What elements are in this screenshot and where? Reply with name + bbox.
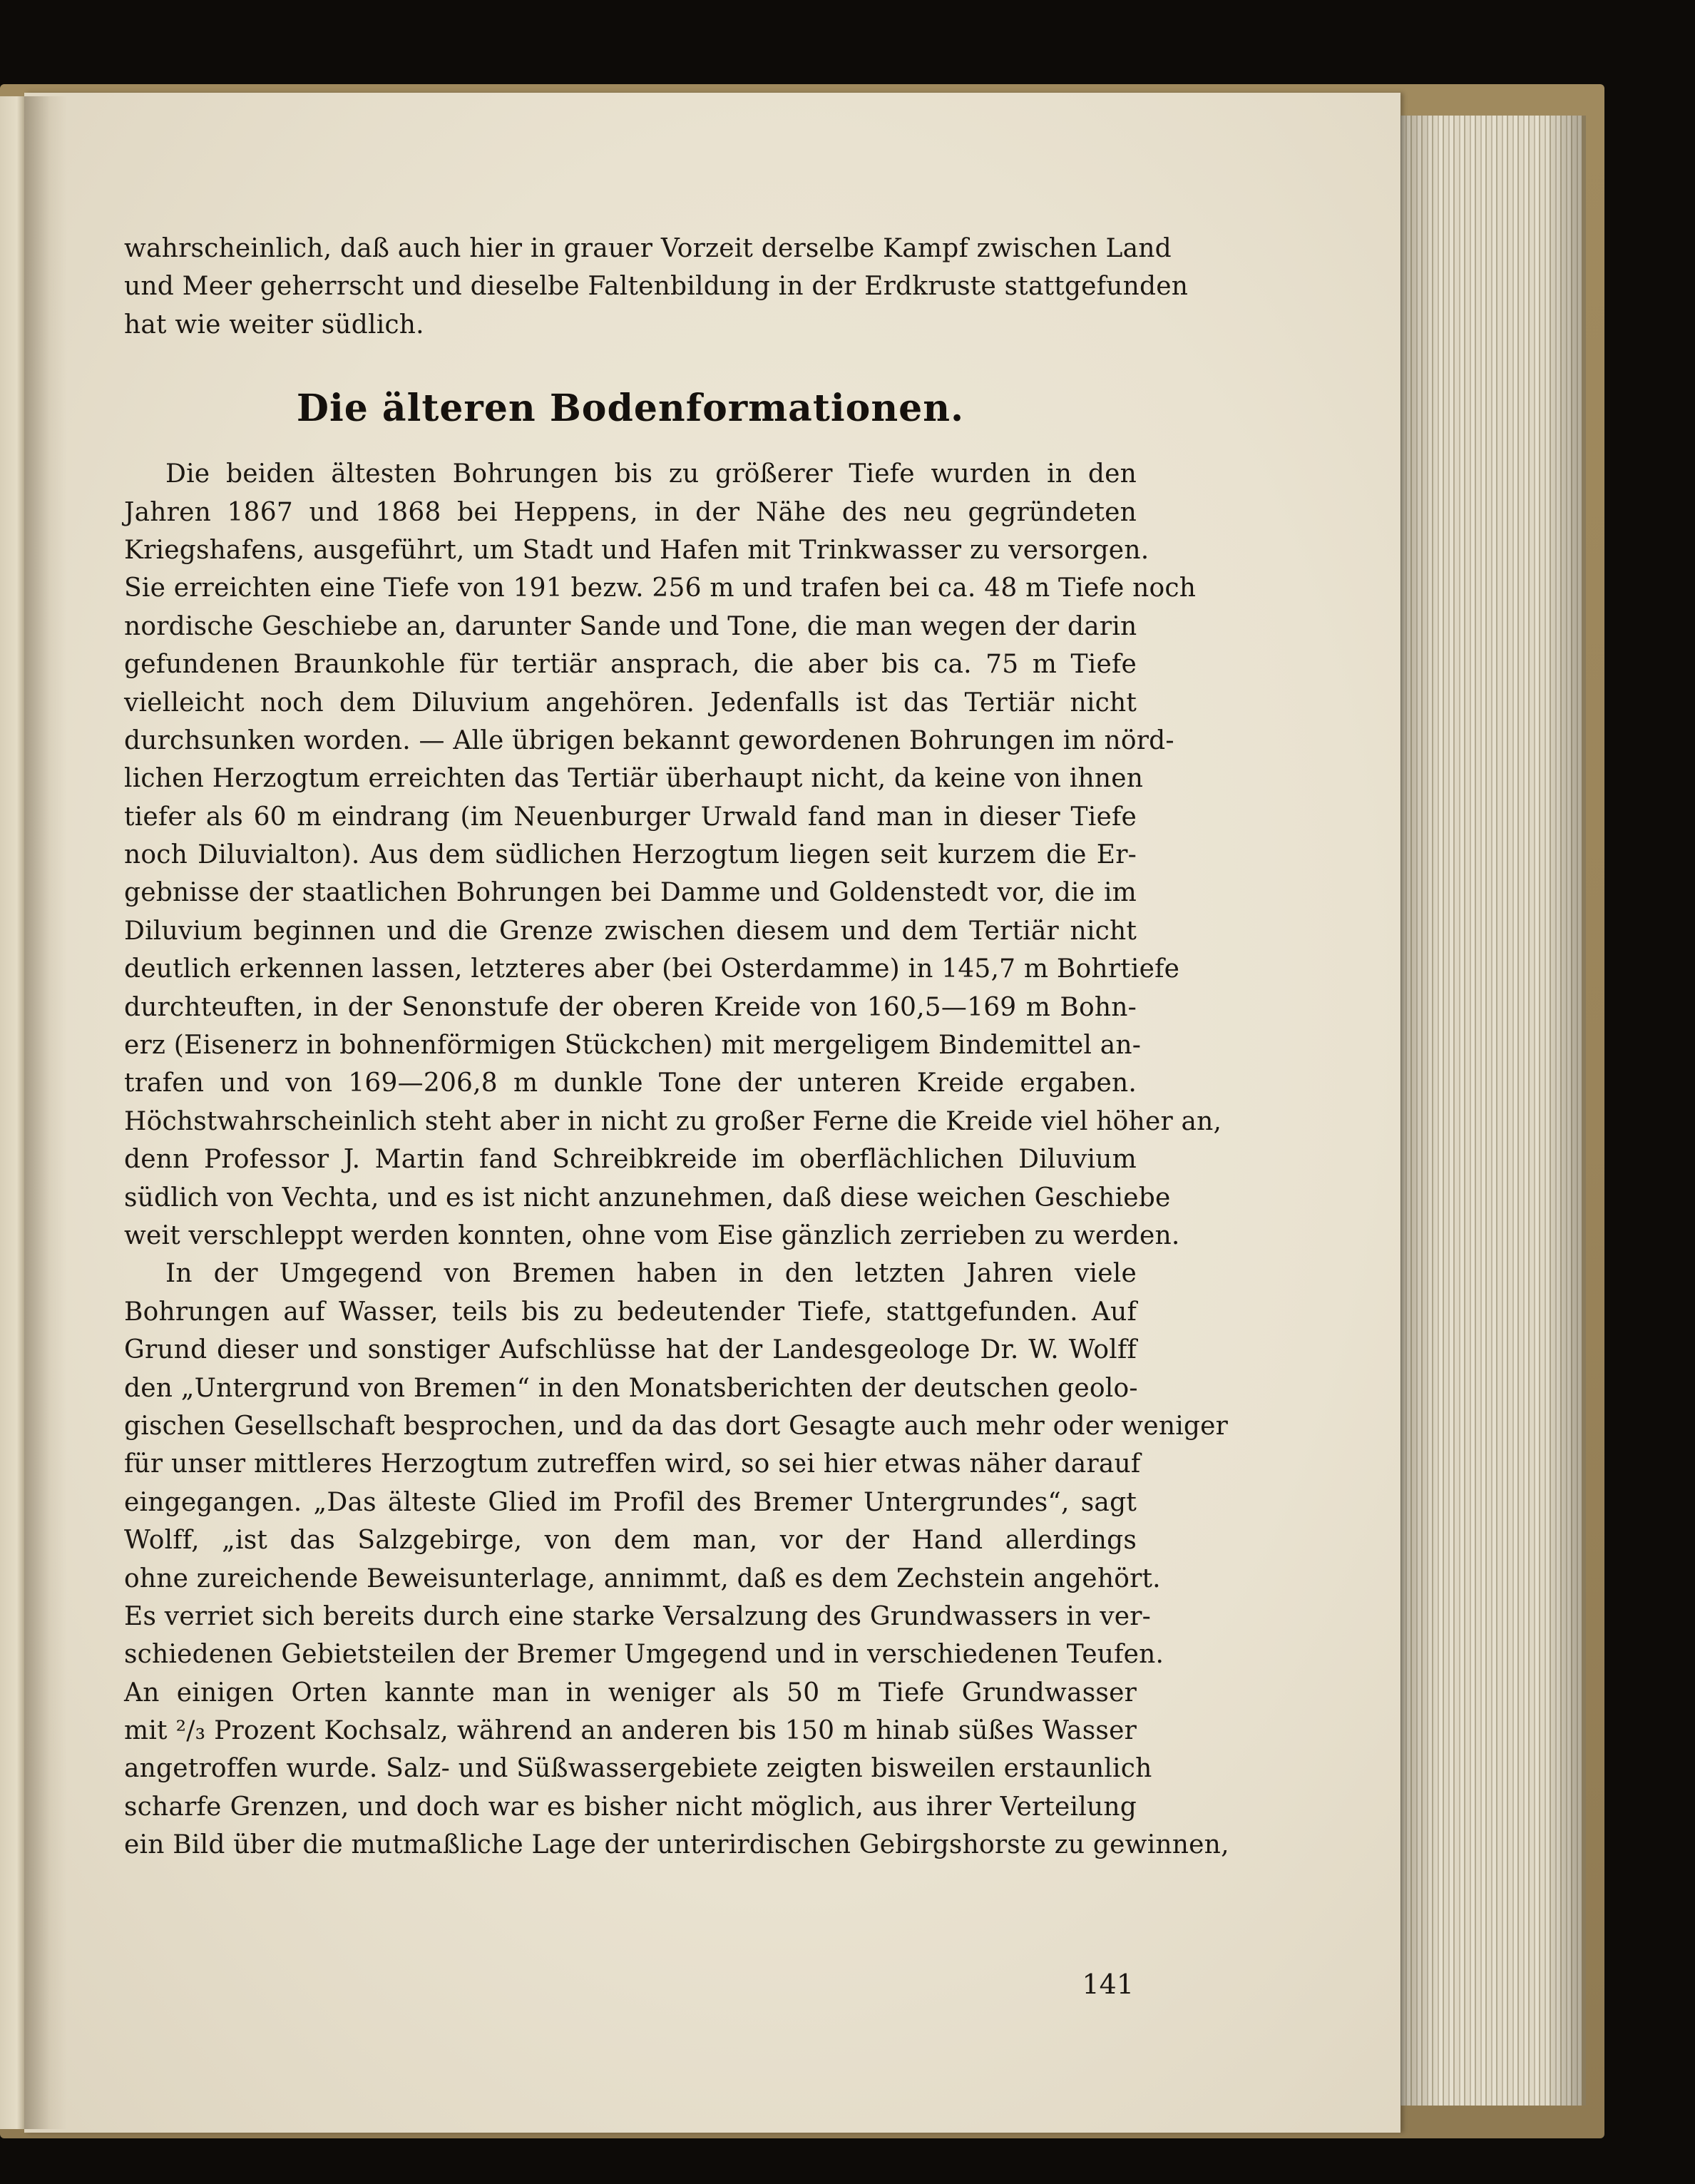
text-line: Höchstwahrscheinlich steht aber in nicht zu großer Ferne die Kreide viel höher an, bbox=[124, 1106, 1222, 1136]
paragraph-2 bbox=[124, 1255, 1229, 1864]
text-line: Es verriet sich bereits durch eine starke Versalzung des Grundwassers in ver- bbox=[124, 1601, 1152, 1631]
text-line: ein Bild über die mutmaßliche Lage der unterirdischen Gebirgshorste zu gewinnen, bbox=[124, 1830, 1229, 1860]
text-line: trafen und von 169—206,8 m dunkle Tone der unteren Kreide ergaben. bbox=[124, 1068, 1137, 1098]
text-line: gebnisse der staatlichen Bohrungen bei Damme und Goldenstedt vor, die im bbox=[124, 878, 1137, 908]
text-line: noch Diluvialton). Aus dem südlichen Herzogtum liegen seit kurzem die Er- bbox=[124, 840, 1137, 870]
text-line: Sie erreichten eine Tiefe von 191 bezw. 256 m und trafen bei ca. 48 m Tiefe noch bbox=[124, 573, 1197, 603]
text-line: tiefer als 60 m eindrang (im Neuenburger Urwald fand man in dieser Tiefe bbox=[124, 802, 1137, 832]
text-line: durchteuften, in der Senonstufe der oberen Kreide von 160,5—169 m Bohn- bbox=[124, 992, 1137, 1022]
page-edges-shade bbox=[1391, 116, 1582, 2106]
text-line: scharfe Grenzen, und doch war es bisher nicht möglich, aus ihrer Verteilung bbox=[124, 1792, 1137, 1822]
text-line: Grund dieser und sonstiger Aufschlüsse hat der Landesgeologe Dr. W. Wolff bbox=[124, 1335, 1137, 1365]
text-line: In der Umgegend von Bremen haben in den letzten Jahren viele bbox=[165, 1259, 1137, 1289]
text-line: und Meer geherrscht und dieselbe Faltenbildung in der Erdkruste stattgefunden bbox=[124, 272, 1189, 302]
left-page-edge bbox=[0, 96, 24, 2129]
text-line: Bohrungen auf Wasser, teils bis zu bedeutender Tiefe, stattgefunden. Auf bbox=[124, 1297, 1137, 1327]
text-line: Die beiden ältesten Bohrungen bis zu größerer Tiefe wurden in den bbox=[165, 459, 1137, 489]
text-line: durchsunken worden. — Alle übrigen bekannt gewordenen Bohrungen im nörd- bbox=[124, 725, 1174, 755]
text-line: An einigen Orten kannte man in weniger als 50 m Tiefe Grundwasser bbox=[124, 1678, 1137, 1708]
text-line: Jahren 1867 und 1868 bei Heppens, in der Nähe des neu gegründeten bbox=[124, 497, 1137, 527]
text-line: denn Professor J. Martin fand Schreibkreide im oberflächlichen Diluvium bbox=[124, 1145, 1137, 1175]
text-line: den „Untergrund von Bremen“ in den Monatsberichten der deutschen geolo- bbox=[124, 1373, 1138, 1403]
section-heading: Die älteren Bodenformationen. bbox=[296, 387, 965, 431]
paragraph-1 bbox=[124, 455, 1222, 1255]
text-line: Kriegshafens, ausgeführt, um Stadt und Hafen mit Trinkwasser zu versorgen. bbox=[124, 535, 1149, 565]
text-line: ohne zureichende Beweisunterlage, annimmt, daß es dem Zechstein angehört. bbox=[124, 1563, 1161, 1593]
text-line: hat wie weiter südlich. bbox=[124, 310, 424, 340]
page-number: 141 bbox=[1082, 1969, 1134, 2000]
text-line: erz (Eisenerz in bohnenförmigen Stückchen) mit mergeligem Bindemittel an- bbox=[124, 1031, 1142, 1061]
text-line: deutlich erkennen lassen, letzteres aber (bei Osterdamme) in 145,7 m Bohrtiefe bbox=[124, 954, 1180, 984]
text-line: Wolff, „ist das Salzgebirge, von dem man, vor der Hand allerdings bbox=[124, 1526, 1137, 1556]
text-line: vielleicht noch dem Diluvium angehören. Jedenfalls ist das Tertiär nicht bbox=[124, 688, 1137, 718]
intro-paragraph bbox=[124, 230, 1189, 344]
text-line: gischen Gesellschaft besprochen, und da das dort Gesagte auch mehr oder weniger bbox=[124, 1411, 1229, 1441]
gutter-shadow bbox=[24, 96, 67, 2129]
text-line: angetroffen wurde. Salz- und Süßwassergebiete zeigten bisweilen erstaunlich bbox=[124, 1754, 1152, 1784]
text-line: nordische Geschiebe an, darunter Sande und Tone, die man wegen der darin bbox=[124, 611, 1137, 641]
text-line: schiedenen Gebietsteilen der Bremer Umgegend und in verschiedenen Teufen. bbox=[124, 1640, 1164, 1670]
text-line: eingegangen. „Das älteste Glied im Profil des Bremer Untergrundes“, sagt bbox=[124, 1487, 1137, 1517]
text-line: lichen Herzogtum erreichten das Tertiär überhaupt nicht, da keine von ihnen bbox=[124, 764, 1144, 794]
page-text bbox=[124, 230, 1229, 1864]
text-line: Diluvium beginnen und die Grenze zwischen diesem und dem Tertiär nicht bbox=[124, 916, 1137, 946]
text-line: südlich von Vechta, und es ist nicht anzunehmen, daß diese weichen Geschiebe bbox=[124, 1183, 1171, 1213]
text-line: weit verschleppt werden konnten, ohne vom Eise gänzlich zerrieben zu werden. bbox=[124, 1220, 1180, 1250]
text-line: für unser mittleres Herzogtum zutreffen wird, so sei hier etwas näher darauf bbox=[124, 1449, 1141, 1479]
text-line: wahrscheinlich, daß auch hier in grauer Vorzeit derselbe Kampf zwischen Land bbox=[124, 234, 1172, 263]
text-line: gefundenen Braunkohle für tertiär ansprach, die aber bis ca. 75 m Tiefe bbox=[124, 650, 1137, 680]
text-line: mit ²/₃ Prozent Kochsalz, während an anderen bis 150 m hinab süßes Wasser bbox=[124, 1716, 1137, 1746]
